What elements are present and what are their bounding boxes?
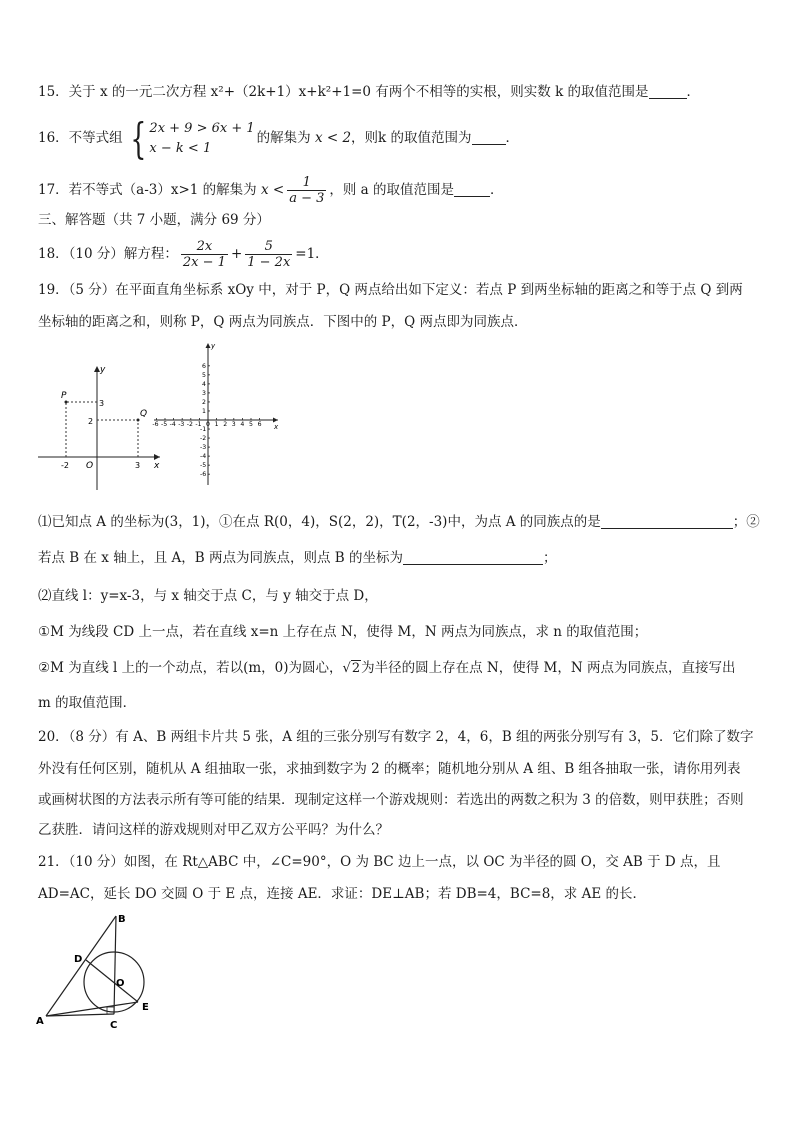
y-tick-label: -3 [200, 444, 207, 452]
y-tick-label: -2 [200, 435, 207, 443]
q19-line-1: 19．（5 分）在平面直角坐标系 xOy 中，对于 P，Q 两点给出如下定义：若点 P 到两坐标轴的距离之和等于点 Q 到两 [38, 282, 743, 298]
label-q: Q [140, 409, 148, 419]
q19-blank-2[interactable] [403, 550, 543, 565]
label-b: B [118, 914, 126, 925]
q15-answer-blank[interactable] [649, 84, 687, 99]
q19-p1d: ； [542, 550, 557, 566]
segment-de [86, 960, 138, 1002]
tick-x-3: 3 [135, 461, 141, 470]
y-tick-label: 4 [202, 380, 206, 388]
x-tick-label: 0 [206, 421, 210, 428]
coordinate-plane-figure [152, 340, 282, 488]
question-17 [38, 170, 504, 210]
right-angle-mark [107, 1007, 114, 1014]
q19-part2-a: ①M 为线段 CD 上一点，若在直线 x=n 上存在点 N，使得 M，N 两点为同族点，求 n 的取值范围； [38, 624, 648, 640]
y-tick-label: -1 [200, 426, 207, 434]
q17-end: ． [490, 182, 504, 198]
x-tick-label: 6 [257, 421, 262, 428]
q18-rhs: =1． [295, 246, 329, 262]
label-x: x [154, 461, 160, 471]
q-guide-lines [97, 420, 138, 457]
q16-end: ． [505, 130, 520, 146]
x-axis-arrow [273, 418, 278, 423]
q19-part2-b [38, 658, 735, 679]
label-a: A [36, 1016, 44, 1027]
x-tick-label: 3 [231, 421, 236, 428]
y-tick-label: 1 [202, 407, 206, 415]
q17-lhs: x < [260, 182, 285, 198]
q17-suffix: ，则 a 的取值范围是 [329, 182, 455, 198]
coordinate-axes [152, 342, 279, 485]
q21-line-2: AD=AC，延长 DO 交圆 O 于 E 点，连接 AE．求证：DE⊥AB；若 DB=4，BC=8，求 AE 的长． [38, 886, 646, 902]
x-axis-label: x [274, 423, 279, 431]
q16-suffix: ，则k 的取值范围为 [351, 130, 472, 146]
q15-text: 15．关于 x 的一元二次方程 x²+（2k+1）x+k²+1=0 有两个不相等的实根，则实数 k 的取值范围是 [38, 84, 649, 100]
pq-sketch-figure [34, 358, 164, 494]
q20-line-4: 乙获胜．请问这样的游戏规则对甲乙双方公平吗？为什么？ [38, 822, 389, 838]
segment-ab [46, 916, 116, 1016]
y-tick-label: 3 [202, 389, 206, 397]
inequality-2: x − k < 1 [149, 140, 212, 156]
x-tick-label: -2 [186, 421, 193, 428]
y-tick-label: 5 [202, 371, 206, 379]
tick-y-3: 3 [99, 399, 105, 408]
label-y: y [100, 365, 106, 375]
segment-ae [46, 1002, 138, 1016]
x-tick-label: 4 [240, 421, 245, 428]
inequality-1: 2x + 9 > 6x + 1 [149, 120, 255, 136]
q19-part1-line2 [38, 548, 556, 568]
label-o: O [116, 978, 125, 989]
q16-answer-blank[interactable] [472, 130, 506, 145]
q20-line-2: 外没有任何区别，随机从 A 组抽取一张，求抽到数字为 2 的概率；随机地分别从 A 组、B 组各抽取一张，请你用列表 [38, 761, 741, 777]
y-axis-label: y [211, 342, 216, 350]
geometry-figure [34, 908, 164, 1034]
tick-y-2: 2 [88, 417, 94, 426]
section-heading: 三、解答题（共 7 小题，满分 69 分） [38, 212, 270, 228]
tick-x-neg2: -2 [61, 461, 69, 470]
q18-fraction-2 [245, 239, 292, 270]
q19-p2b-pre: ②M 为直线 l 上的一个动点，若以(m，0)为圆心， [38, 660, 343, 676]
q17-denominator: a − 3 [289, 191, 325, 206]
q19-p1c: 若点 B 在 x 轴上，且 A，B 两点为同族点，则点 B 的坐标为 [38, 550, 403, 566]
q17-fraction [287, 175, 326, 206]
label-origin: O [86, 461, 94, 471]
q18-fraction-1 [181, 239, 228, 270]
label-d: D [74, 954, 83, 965]
q16-mid: 的解集为 [256, 130, 311, 146]
question-18 [38, 234, 329, 274]
x-tick-label: -4 [169, 421, 176, 428]
label-p: P [61, 391, 67, 401]
label-e: E [142, 1002, 149, 1013]
q19-blank-1[interactable] [601, 514, 733, 529]
segment-bc [114, 916, 116, 1014]
q19-p1a: ⑴已知点 A 的坐标为(3，1)，①在点 R(0，4)，S(2，2)，T(2，-3)中，为点 A 的同族点的是 [38, 514, 601, 530]
q17-answer-blank[interactable] [454, 182, 490, 197]
x-tick-label: -5 [161, 421, 168, 428]
x-tick-label: 5 [249, 421, 253, 428]
sqrt-expression: √2 [342, 661, 361, 676]
q19-part2: ⑵直线 l：y=x-3，与 x 轴交于点 C，与 y 轴交于点 D， [38, 588, 378, 604]
y-tick-label: -5 [200, 462, 207, 470]
x-tick-label: -6 [152, 421, 159, 428]
q18-plus: + [230, 246, 243, 262]
inequality-system [125, 113, 255, 163]
q20-line-3: 或画树状图的方法表示所有等可能的结果．现制定这样一个游戏规则：若选出的两数之积为 3 的倍数，则甲获胜；否则 [38, 792, 744, 808]
q18-f1-numerator: 2x [196, 239, 213, 254]
q16-condition: x < 2 [314, 130, 352, 146]
q18-f1-denominator: 2x − 1 [182, 255, 226, 270]
q19-part2-c: m 的取值范围． [38, 695, 137, 711]
brace-symbol: { [130, 113, 147, 163]
q18-f2-denominator: 1 − 2x [247, 255, 291, 270]
label-c: C [110, 1020, 118, 1031]
q18-prefix: 18．（10 分）解方程： [38, 246, 178, 262]
question-15 [38, 82, 700, 102]
q19-line-2: 坐标轴的距离之和，则称 P，Q 两点为同族点．下图中的 P，Q 两点即为同族点． [38, 314, 528, 330]
q17-prefix: 17．若不等式（a-3）x>1 的解集为 [38, 182, 257, 198]
q19-p1b: ；② [732, 514, 760, 530]
q19-p2b-post: 为半径的圆上存在点 N，使得 M，N 两点为同族点，直接写出 [361, 660, 736, 676]
q21-line-1: 21．（10 分）如图，在 Rt△ABC 中，∠C=90°，O 为 BC 边上一点，以 OC 为半径的圆 O，交 AB 于 D 点，且 [38, 854, 721, 870]
sqrt-radicand: 2 [351, 661, 361, 676]
q18-f2-numerator: 5 [264, 239, 273, 254]
y-tick-label: -4 [200, 453, 207, 461]
question-16 [38, 113, 520, 163]
q19-part1-line1 [38, 512, 760, 532]
q16-prefix: 16．不等式组 [38, 130, 123, 146]
x-tick-label: 2 [223, 421, 228, 428]
q15-end: ． [686, 84, 701, 100]
p-guide-lines [66, 402, 97, 457]
y-axis-arrow [206, 343, 211, 348]
x-tick-label: 1 [214, 421, 219, 428]
q17-numerator: 1 [302, 175, 311, 190]
y-tick-label: 2 [202, 398, 206, 406]
x-tick-label: -3 [178, 421, 185, 428]
q20-line-1: 20．（8 分）有 A、B 两组卡片共 5 张，A 组的三张分别写有数字 2，4，6，B 组的两张分别写有 3，5．它们除了数字 [38, 729, 754, 745]
y-tick-label: -6 [200, 471, 207, 479]
x-tick-label: -1 [195, 421, 202, 428]
y-tick-label: 6 [202, 362, 206, 370]
